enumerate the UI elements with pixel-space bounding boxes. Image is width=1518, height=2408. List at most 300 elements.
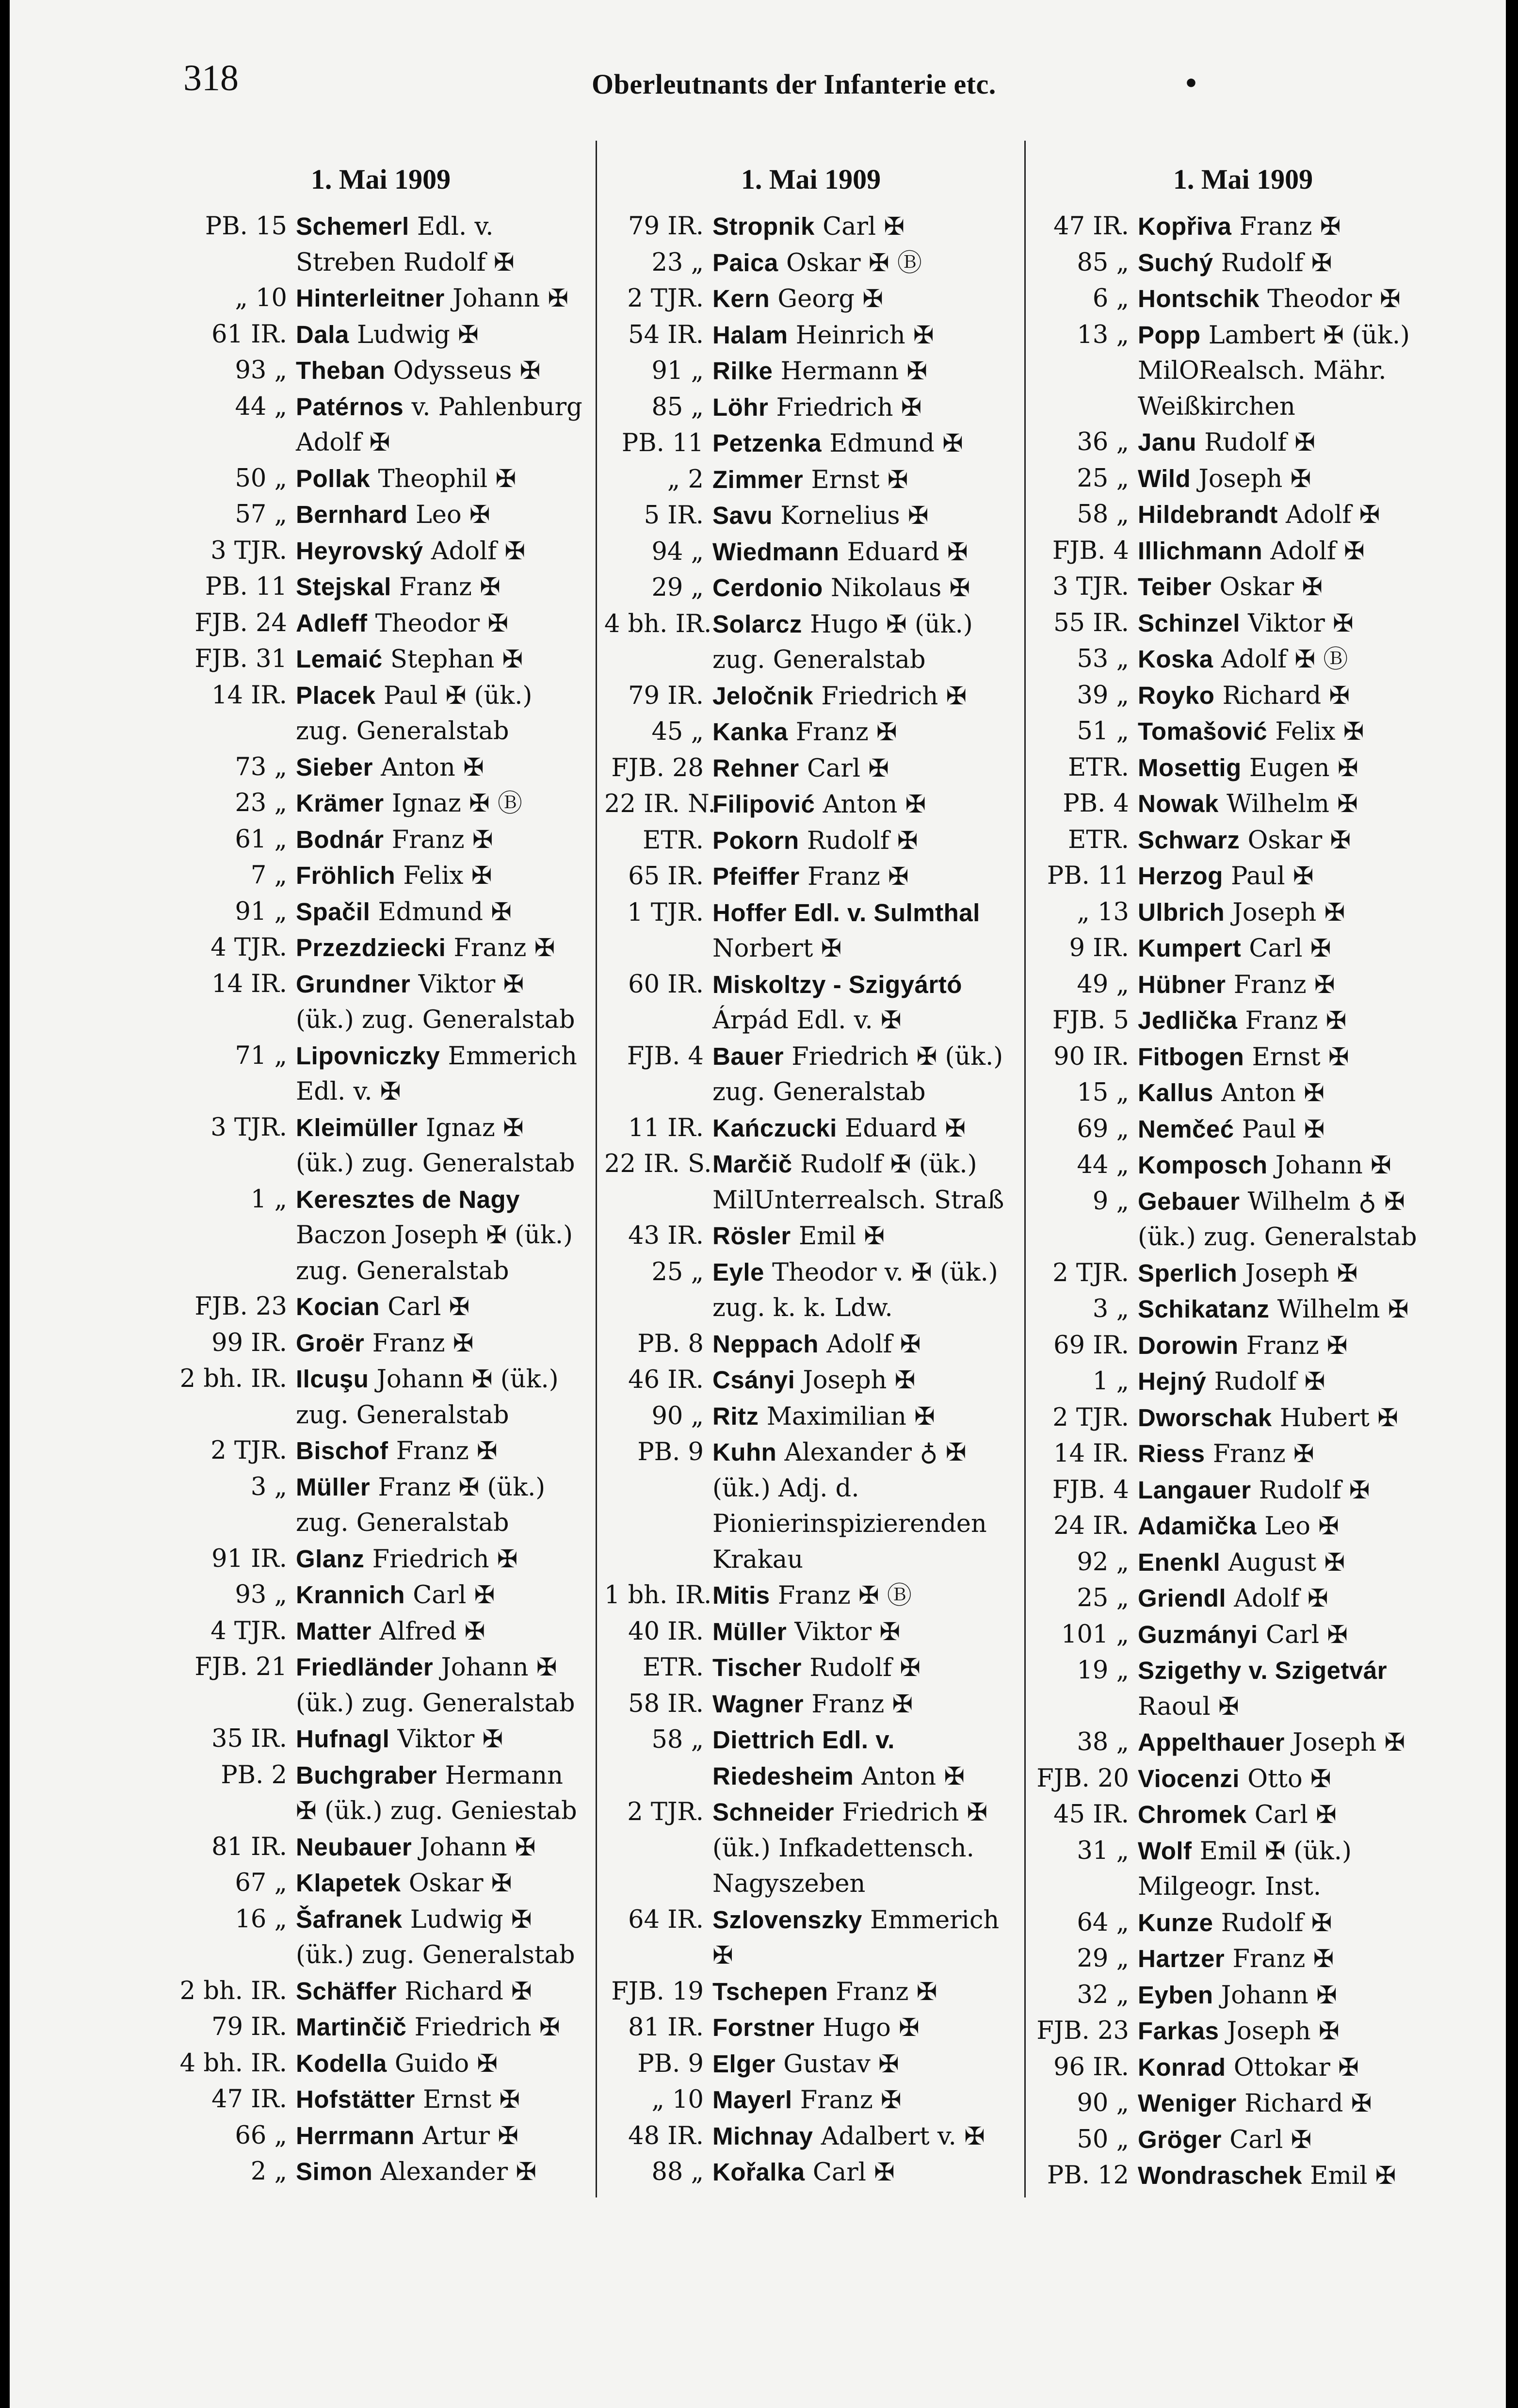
officer-name xyxy=(287,785,587,822)
officer-name xyxy=(1129,1653,1454,1725)
surname: Schinzel xyxy=(1138,609,1240,637)
running-header: Oberleutnants der Infanterie etc. xyxy=(592,68,996,100)
list-item xyxy=(604,2118,1017,2155)
officer-name xyxy=(287,1469,587,1541)
name-details: Rudolf ✠ xyxy=(1259,1476,1370,1505)
name-details: Johann ✠ xyxy=(1275,1151,1391,1180)
unit-label: 29 „ xyxy=(1077,1944,1129,1973)
list-item xyxy=(604,570,1017,606)
officer-name xyxy=(287,317,587,353)
officer-name xyxy=(704,1434,1017,1578)
column-heading: 1. Mai 1909 xyxy=(1173,163,1313,195)
officer-name xyxy=(1129,1545,1454,1581)
surname: Schäffer xyxy=(296,1977,397,2005)
list-item xyxy=(604,1362,1017,1399)
surname: Nowak xyxy=(1138,790,1219,817)
list-item xyxy=(1032,786,1454,822)
unit-label: 60 IR. xyxy=(628,970,704,999)
list-item xyxy=(175,389,587,461)
unit-label: 64 IR. xyxy=(628,1905,704,1934)
officer-name xyxy=(1129,750,1454,786)
unit-label: 49 „ xyxy=(1077,970,1129,999)
unit-label: FJB. 4 xyxy=(627,1041,704,1071)
unit-label: 61 IR. xyxy=(211,320,287,349)
name-details: Anton ✠ xyxy=(381,753,484,782)
name-details: Rudolf ✠ xyxy=(1221,248,1332,277)
unit-label: PB. 9 xyxy=(637,1438,704,1466)
officer-name xyxy=(704,714,1017,750)
officer-name xyxy=(1129,605,1454,642)
name-details: Richard ✠ xyxy=(1222,681,1350,710)
officer-name xyxy=(1129,1255,1454,1292)
officer-name xyxy=(287,1361,587,1433)
list-item xyxy=(175,1110,587,1182)
list-item xyxy=(175,461,587,497)
unit-label: 92 „ xyxy=(1077,1547,1129,1577)
unit-label: 67 „ xyxy=(235,1869,287,1897)
name-details: Johann ✠ xyxy=(1221,1981,1337,2010)
name-details: Wilhelm ✠ xyxy=(1277,1295,1409,1324)
name-details: Oskar ✠ Ⓑ xyxy=(786,248,922,277)
officer-name xyxy=(287,1433,587,1469)
surname: Kocian xyxy=(296,1293,380,1320)
surname: Savu xyxy=(712,502,773,529)
surname: Koska xyxy=(1138,645,1213,673)
officer-name xyxy=(287,822,587,858)
officer-name xyxy=(704,281,1017,317)
unit-label: 15 „ xyxy=(1077,1078,1129,1107)
name-details: Georg ✠ xyxy=(777,285,884,313)
list-item xyxy=(604,1218,1017,1254)
name-details: Wilhelm ♁ ✠ (ük.) zug. Generalstab xyxy=(1138,1187,1417,1252)
name-details: Viktor ✠ xyxy=(1248,609,1354,638)
unit-label: 50 „ xyxy=(235,464,287,493)
officer-name xyxy=(1129,461,1454,497)
unit-label: 31 „ xyxy=(1077,1836,1129,1865)
officer-name xyxy=(1129,1436,1454,1472)
name-details: Adolf ✠ xyxy=(431,537,526,566)
list-item xyxy=(1032,1941,1454,1977)
unit-label: 91 „ xyxy=(651,357,704,385)
officer-name xyxy=(287,1757,587,1829)
surname: Jedlička xyxy=(1138,1007,1238,1034)
list-item xyxy=(604,1794,1017,1902)
list-item xyxy=(604,2082,1017,2118)
name-details: Franz ✠ xyxy=(811,1690,913,1719)
surname: Komposch xyxy=(1138,1151,1268,1179)
name-details: Franz ✠ xyxy=(453,934,555,962)
list-item xyxy=(1032,2122,1454,2158)
surname: Riess xyxy=(1138,1440,1205,1467)
officer-name xyxy=(704,1254,1017,1326)
list-item xyxy=(175,1325,587,1362)
unit-label: 1 TJR. xyxy=(627,898,704,927)
officer-name xyxy=(1129,497,1454,533)
surname: Rösler xyxy=(712,1222,791,1250)
unit-label: 69 IR. xyxy=(1053,1331,1129,1360)
unit-label: ETR. xyxy=(1068,825,1129,854)
list-item xyxy=(604,1399,1017,1435)
officer-name xyxy=(1129,1617,1454,1653)
surname: Hoffer Edl. v. Sulmthal xyxy=(712,898,980,927)
unit-label: 2 TJR. xyxy=(1052,1403,1129,1432)
name-details: Eugen ✠ xyxy=(1249,753,1358,782)
officer-name xyxy=(287,1973,587,2010)
list-item xyxy=(604,2010,1017,2046)
unit-label: 4 bh. IR. xyxy=(604,609,712,638)
name-details: Joseph ✠ xyxy=(1245,1259,1358,1288)
surname: Schwarz xyxy=(1138,826,1240,854)
name-details: Rudolf ✠ xyxy=(1214,1367,1325,1396)
officer-name xyxy=(1129,209,1454,245)
list-item xyxy=(604,245,1017,281)
surname: Hontschik xyxy=(1138,285,1260,312)
list-item xyxy=(1032,1328,1454,1364)
unit-label: 38 „ xyxy=(1077,1728,1129,1757)
officer-name xyxy=(704,823,1017,859)
name-details: Heinrich ✠ xyxy=(795,321,934,350)
name-details: Adolf ✠ xyxy=(1234,1584,1328,1613)
name-details: Ernst ✠ xyxy=(423,2085,520,2114)
name-details: Edmund ✠ xyxy=(829,429,963,458)
surname: Przezdziecki xyxy=(296,934,446,961)
list-item xyxy=(175,569,587,605)
name-details: Lambert ✠ (ük.) MilORealsch. Mähr. Weißkirchen xyxy=(1138,321,1410,421)
officer-name xyxy=(287,858,587,894)
name-details: v. Pahlenburg Adolf ✠ xyxy=(296,392,582,457)
officer-name xyxy=(287,966,587,1038)
officer-name xyxy=(287,497,587,533)
unit-label: FJB. 20 xyxy=(1036,1764,1129,1793)
surname: Viocenzi xyxy=(1138,1764,1240,1792)
name-details: Franz ✠ xyxy=(372,1329,474,1358)
unit-label: 81 IR. xyxy=(628,2013,704,2042)
name-details: Franz ✠ Ⓑ xyxy=(777,1581,912,1610)
name-details: Joseph ✠ xyxy=(1227,2017,1340,2046)
column-heading: 1. Mai 1909 xyxy=(741,163,881,195)
name-details: Eduard ✠ xyxy=(847,537,968,567)
name-details: Johann ✠ (ük.) zug. Generalstab xyxy=(296,1653,575,1718)
name-details: Franz ✠ xyxy=(1232,1945,1334,1973)
list-item xyxy=(175,2154,587,2190)
officer-name xyxy=(1129,1039,1454,1075)
unit-label: 2 bh. IR. xyxy=(179,1976,287,2005)
unit-label: 90 IR. xyxy=(1053,1042,1129,1071)
surname: Krannich xyxy=(296,1581,405,1609)
surname: Glanz xyxy=(296,1545,365,1573)
unit-label: 3 TJR. xyxy=(210,1113,287,1142)
surname: Wagner xyxy=(712,1690,804,1718)
officer-name xyxy=(287,461,587,497)
unit-label: 71 „ xyxy=(235,1041,287,1070)
surname: Hinterleitner xyxy=(296,284,445,312)
list-item xyxy=(175,2009,587,2046)
officer-name xyxy=(1129,1147,1454,1184)
name-details: Emil ✠ (ük.) Milgeogr. Inst. xyxy=(1138,1837,1352,1901)
officer-name xyxy=(1129,2013,1454,2050)
name-details: Otto ✠ xyxy=(1247,1764,1331,1793)
officer-name xyxy=(1129,641,1454,678)
officer-name xyxy=(287,1577,587,1613)
name-details: Paul ✠ xyxy=(1231,862,1314,891)
officer-name xyxy=(287,1649,587,1721)
unit-label: 85 „ xyxy=(1077,248,1129,277)
name-details: Friedrich ✠ (ük.) zug. Generalstab xyxy=(712,1042,1003,1106)
name-details: Carl ✠ xyxy=(823,212,905,241)
surname: Marčič xyxy=(712,1150,792,1178)
list-item xyxy=(175,497,587,533)
officer-name xyxy=(704,2082,1017,2118)
unit-label: 91 „ xyxy=(235,897,287,926)
officer-name xyxy=(287,389,587,461)
officer-name xyxy=(1129,1472,1454,1509)
name-details: Baczon Joseph ✠ (ük.) zug. Generalstab xyxy=(296,1221,573,1285)
name-details: Johann ✠ (ük.) zug. Generalstab xyxy=(296,1365,559,1430)
officer-name xyxy=(1129,1400,1454,1436)
unit-label: PB. 4 xyxy=(1063,789,1129,818)
officer-name xyxy=(287,2009,587,2046)
surname: Müller xyxy=(296,1473,371,1501)
unit-label: 29 „ xyxy=(651,573,704,602)
officer-name xyxy=(287,569,587,605)
name-details: Guido ✠ xyxy=(394,2049,498,2078)
officer-name xyxy=(704,1039,1017,1110)
unit-label: 91 IR. xyxy=(211,1544,287,1573)
name-details: Friedrich ✠ xyxy=(776,393,922,422)
unit-label: 4 bh. IR. xyxy=(179,2049,287,2078)
officer-name xyxy=(287,1902,587,1973)
unit-label: 94 „ xyxy=(651,537,704,566)
unit-label: 25 „ xyxy=(651,1257,704,1286)
unit-label: FJB. 23 xyxy=(1036,2017,1129,2045)
name-details: Franz ✠ xyxy=(399,573,501,602)
officer-name xyxy=(1129,967,1454,1003)
list-item xyxy=(1032,1977,1454,2014)
list-item xyxy=(175,1433,587,1469)
name-details: Adolf ✠ xyxy=(826,1330,921,1359)
list-item xyxy=(1032,281,1454,317)
name-details: Franz ✠ xyxy=(1239,212,1341,241)
officer-name xyxy=(1129,1111,1454,1148)
unit-label: ETR. xyxy=(643,826,704,855)
surname: Grundner xyxy=(296,970,411,998)
name-details: Odysseus ✠ xyxy=(393,357,541,385)
name-details: Paul ✠ (ük.) zug. Generalstab xyxy=(296,681,533,746)
name-details: Leo ✠ xyxy=(415,501,490,529)
list-item xyxy=(604,1974,1017,2010)
list-item xyxy=(1032,822,1454,859)
unit-label: 22 IR. N. xyxy=(604,790,716,818)
unit-label: 35 IR. xyxy=(211,1725,287,1753)
surname: Friedländer xyxy=(296,1653,434,1681)
list-item xyxy=(1032,1075,1454,1111)
unit-label: 22 IR. S. xyxy=(604,1150,712,1178)
column-heading: 1. Mai 1909 xyxy=(310,163,451,195)
list-item xyxy=(175,822,587,858)
officer-name xyxy=(704,678,1017,715)
surname: Tschepen xyxy=(712,1977,828,2005)
name-details: Artur ✠ xyxy=(422,2121,518,2150)
name-details: Johann ✠ xyxy=(420,1833,536,1862)
officer-name xyxy=(1129,2085,1454,2122)
name-details: Franz ✠ xyxy=(807,862,909,891)
name-details: Rudolf ✠ xyxy=(1204,428,1315,457)
unit-label: 2 „ xyxy=(250,2157,287,2186)
surname: Illichmann xyxy=(1138,537,1263,565)
name-details: Franz ✠ xyxy=(1245,1007,1347,1035)
list-item xyxy=(604,1902,1017,1974)
unit-label: 65 IR. xyxy=(628,862,704,891)
officer-name xyxy=(1129,533,1454,569)
name-details: Alexander ✠ xyxy=(380,2158,537,2186)
list-item xyxy=(604,786,1017,823)
name-details: Carl ✠ xyxy=(1265,1620,1348,1649)
unit-label: 101 „ xyxy=(1061,1620,1129,1649)
list-item xyxy=(604,1614,1017,1650)
unit-label: 51 „ xyxy=(1077,717,1129,746)
surname: Pollak xyxy=(296,464,371,492)
officer-name xyxy=(287,605,587,642)
unit-label: 32 „ xyxy=(1077,1980,1129,2009)
unit-label: 85 „ xyxy=(651,392,704,422)
name-details: Hubert ✠ xyxy=(1279,1403,1398,1432)
officer-name xyxy=(287,1182,587,1289)
name-details: Edmund ✠ xyxy=(378,897,512,927)
unit-label: PB. 2 xyxy=(221,1760,287,1790)
book-page xyxy=(10,0,1506,2408)
list-item xyxy=(175,858,587,894)
officer-name xyxy=(1129,858,1454,895)
officer-name xyxy=(1129,424,1454,461)
name-details: Stephan ✠ xyxy=(390,645,523,674)
name-details: Franz ✠ xyxy=(391,825,493,854)
officer-name xyxy=(704,425,1017,462)
officer-name xyxy=(1129,1291,1454,1328)
unit-label: 40 IR. xyxy=(628,1617,704,1646)
officer-name xyxy=(1129,1941,1454,1977)
officer-name xyxy=(1129,678,1454,714)
name-details: Franz ✠ xyxy=(836,1977,937,2006)
unit-label: 1 „ xyxy=(250,1185,287,1214)
unit-label: 45 IR. xyxy=(1053,1800,1129,1829)
list-item xyxy=(175,1577,587,1613)
list-item xyxy=(1032,1184,1454,1255)
surname: Herzog xyxy=(1138,862,1223,890)
list-item xyxy=(1032,533,1454,569)
unit-label: 44 „ xyxy=(235,392,287,421)
officer-name xyxy=(704,967,1017,1039)
unit-label: 58 IR. xyxy=(628,1689,704,1718)
name-details: Hugo ✠ xyxy=(823,2014,920,2042)
officer-name xyxy=(287,1721,587,1757)
surname: Patérnos xyxy=(296,392,404,421)
unit-label: 1 bh. IR. xyxy=(604,1581,712,1610)
surname: Hejný xyxy=(1138,1367,1207,1395)
unit-label: 3 TJR. xyxy=(1052,572,1129,601)
unit-label: 57 „ xyxy=(235,500,287,529)
surname: Bauer xyxy=(712,1042,784,1070)
list-item xyxy=(604,462,1017,498)
name-details: Oskar ✠ xyxy=(1219,573,1323,602)
officer-name xyxy=(287,2082,587,2118)
unit-label: 14 IR. xyxy=(211,681,287,710)
surname: Rehner xyxy=(712,754,799,782)
officer-name xyxy=(1129,1580,1454,1617)
officer-name xyxy=(1129,1508,1454,1545)
officer-name xyxy=(1129,2122,1454,2158)
officer-name xyxy=(704,1146,1017,1218)
surname: Šafranek xyxy=(296,1905,403,1933)
list-item xyxy=(175,317,587,353)
list-item xyxy=(1032,1761,1454,1797)
surname: Appelthauer xyxy=(1138,1728,1285,1756)
name-details: Emil ✠ xyxy=(1310,2162,1396,2190)
list-item xyxy=(175,785,587,822)
name-details: Theodor ✠ xyxy=(375,609,509,638)
list-item xyxy=(175,353,587,389)
surname: Miskoltzy - Szigyártó xyxy=(712,970,962,998)
name-details: Franz ✠ xyxy=(396,1437,498,1465)
surname: Pokorn xyxy=(712,826,799,854)
unit-label: 9 IR. xyxy=(1069,934,1129,962)
name-details: Franz ✠ xyxy=(1212,1440,1314,1468)
officer-name xyxy=(1129,1003,1454,1039)
list-item xyxy=(1032,1003,1454,1039)
list-item xyxy=(175,1649,587,1721)
list-item xyxy=(1032,2013,1454,2050)
officer-name xyxy=(1129,1075,1454,1111)
page-number: 318 xyxy=(183,58,239,98)
officer-name xyxy=(1129,1977,1454,2014)
surname: Bischof xyxy=(296,1437,388,1464)
surname: Krämer xyxy=(296,789,384,817)
officer-name xyxy=(287,930,587,966)
name-details: Anton ✠ xyxy=(861,1762,965,1791)
list-item xyxy=(1032,497,1454,533)
surname: Adamička xyxy=(1138,1512,1257,1540)
officer-name xyxy=(704,1794,1017,1902)
surname: Gröger xyxy=(1138,2125,1222,2153)
name-details: Viktor ✠ xyxy=(794,1617,901,1646)
name-details: Adolf ✠ xyxy=(1286,501,1380,529)
surname: Spačil xyxy=(296,897,371,926)
name-details: Ernst ✠ xyxy=(1252,1042,1349,1072)
officer-name xyxy=(1129,1905,1454,1941)
unit-label: 58 „ xyxy=(651,1725,704,1754)
unit-label: 36 „ xyxy=(1077,428,1129,456)
officer-name xyxy=(704,534,1017,570)
surname: Weniger xyxy=(1138,2089,1237,2117)
unit-label: 81 IR. xyxy=(211,1832,287,1861)
list-item xyxy=(175,2082,587,2118)
officer-name xyxy=(1129,714,1454,750)
unit-label: 25 „ xyxy=(1077,464,1129,493)
officer-name xyxy=(1129,281,1454,317)
name-details: Oskar ✠ xyxy=(1247,826,1351,855)
surname: Hofstätter xyxy=(296,2085,415,2113)
surname: Griendl xyxy=(1138,1584,1227,1612)
unit-label: 25 „ xyxy=(1077,1584,1129,1612)
officer-name xyxy=(704,462,1017,498)
surname: Kuhn xyxy=(712,1438,777,1466)
surname: Kopřiva xyxy=(1138,212,1232,240)
name-details: Friedrich ✠ xyxy=(372,1545,518,1574)
officer-name xyxy=(1129,1725,1454,1761)
name-details: Hugo ✠ (ük.) zug. Generalstab xyxy=(712,610,973,674)
name-details: Árpád Edl. v. ✠ xyxy=(712,1006,902,1035)
name-details: Alfred ✠ xyxy=(379,1617,485,1646)
list-item xyxy=(1032,2158,1454,2194)
